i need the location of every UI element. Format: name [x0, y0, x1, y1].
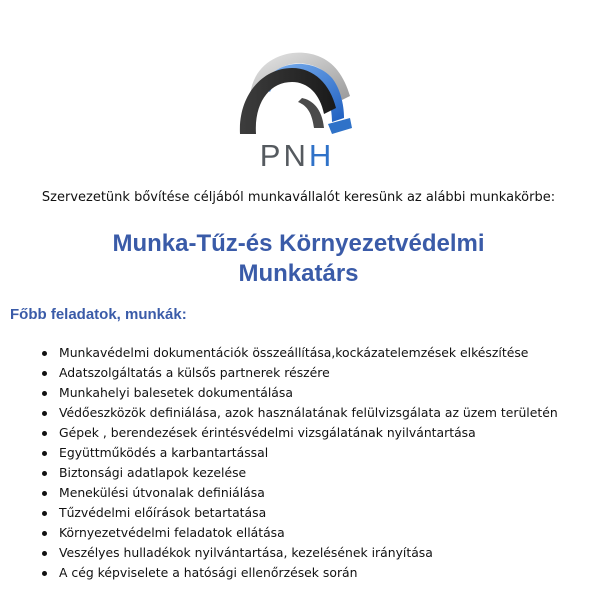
list-item: Menekülési útvonalak definiálása [40, 483, 590, 503]
logo-letter-h: H [308, 138, 335, 173]
list-item: Környezetvédelmi feladatok ellátása [40, 523, 590, 543]
logo-letter-n: N [283, 138, 309, 173]
job-title-line-1: Munka-Tűz-és Környezetvédelmi [112, 230, 485, 257]
logo-letter-p: P [259, 138, 284, 173]
tasks-heading: Főbb feladatok, munkák: [10, 306, 187, 323]
list-item: Veszélyes hulladékok nyilvántartása, kezelésének irányítása [40, 543, 590, 563]
logo-wordmark [232, 138, 362, 174]
list-item: Együttműködés a karbantartással [40, 443, 590, 463]
list-item: Biztonsági adatlapok kezelése [40, 463, 590, 483]
arch-logo-icon [232, 38, 362, 138]
list-item: Munkahelyi balesetek dokumentálása [40, 383, 590, 403]
job-title [0, 229, 597, 289]
list-item: Adatszolgáltatás a külsős partnerek részére [40, 363, 590, 383]
intro-text: Szervezetünk bővítése céljából munkavállalót keresünk az alábbi munkakörbe: [41, 190, 556, 205]
list-item: Védőeszközök definiálása, azok használatának felülvizsgálata az üzem területén [40, 403, 590, 423]
list-item: Munkavédelmi dokumentációk összeállítása,kockázatelemzések elkészítése [40, 343, 590, 363]
task-list [40, 343, 590, 583]
list-item: A cég képviselete a hatósági ellenőrzések során [40, 563, 590, 583]
list-item: Gépek , berendezések érintésvédelmi vizsgálatának nyilvántartása [40, 423, 590, 443]
job-title-line-2: Munkatárs [238, 260, 359, 287]
list-item: Tűzvédelmi előírások betartatása [40, 503, 590, 523]
company-logo [232, 38, 362, 178]
